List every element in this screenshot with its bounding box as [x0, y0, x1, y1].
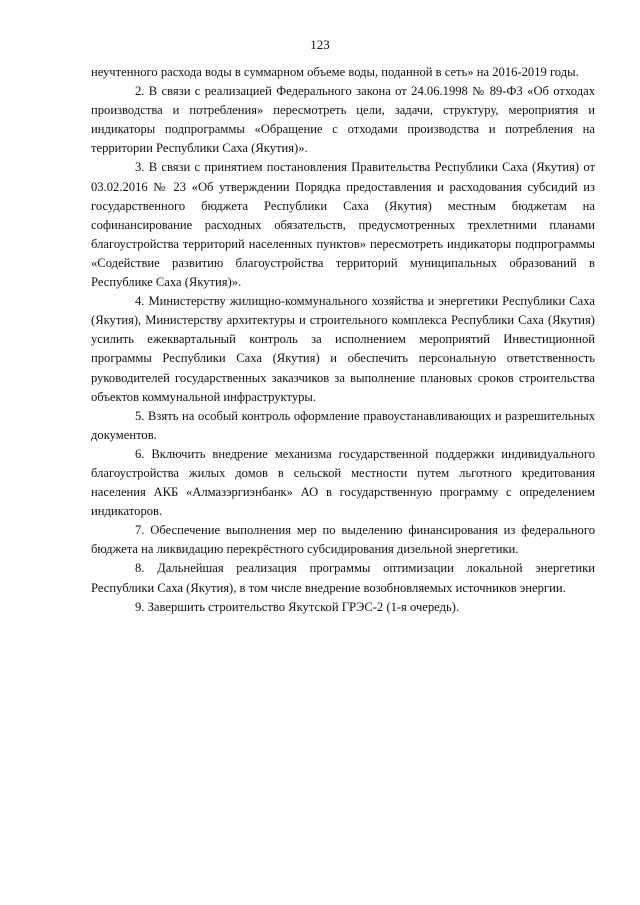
paragraph-continuation: неучтенного расхода воды в суммарном объеме воды, поданной в сеть» на 2016-2019 годы. [91, 65, 579, 79]
paragraph-item-6: 6. Включить внедрение механизма государственной поддержки индивидуального благоустройства жилых домов в сельской местности путем льготного кредитования населения АКБ «Алмазэргиэнбанк» АО в государственную программу с определением индикаторов. [91, 446, 595, 519]
paragraph-item-3: 3. В связи с принятием постановления Правительства Республики Саха (Якутия) от 03.02.2016 № 23 «Об утверждении Порядка предоставления и расходования субсидий из государственного бюджета Республики Саха (Якутия) местным бюджетам на софинансирование расходных обязательств, предусмотренных трехлетними планами благоустройства территорий населенных пунктов» пересмотреть индикаторы подпрограммы «Содействие развитию благоустройства территорий муниципальных образований в Республике Саха (Якутия)». [91, 160, 595, 290]
paragraph-item-9: 9. Завершить строительство Якутской ГРЭС-2 (1-я очередь). [135, 599, 460, 614]
paragraph-item-8: 8. Дальнейшая реализация программы оптимизации локальной энергетики Республики Саха (Якутия), в том числе внедрение возобновляемых источников энергии. [91, 561, 595, 595]
paragraph-item-2: 2. В связи с реализацией Федерального закона от 24.06.1998 № 89-ФЗ «Об отходах производства и потребления» пересмотреть цели, задачи, структуру, мероприятия и индикаторы подпрограммы «Обращение с отходами производства и потребления на территории Республики Саха (Якутия)». [91, 84, 595, 156]
document-body [91, 63, 595, 617]
page-number: 123 [310, 37, 330, 52]
paragraph-item-7: 7. Обеспечение выполнения мер по выделению финансирования из федерального бюджета на ликвидацию перекрёстного субсидирования дизельной энергетики. [91, 523, 595, 557]
paragraph-item-5: 5. Взять на особый контроль оформление правоустанавливающих и разрешительных документов. [91, 408, 595, 442]
paragraph-item-4: 4. Министерству жилищно-коммунального хозяйства и энергетики Республики Саха (Якутия), Министерству архитектуры и строительного комплекса Республики Саха (Якутия) усилить ежеквартальный контроль за исполнением мероприятий Инвестиционной программы Республики Саха (Якутия) и обеспечить персональную ответственность руководителей государственных заказчиков за выполнение плановых сроков строительства объектов коммунальной инфраструктуры. [91, 294, 595, 404]
